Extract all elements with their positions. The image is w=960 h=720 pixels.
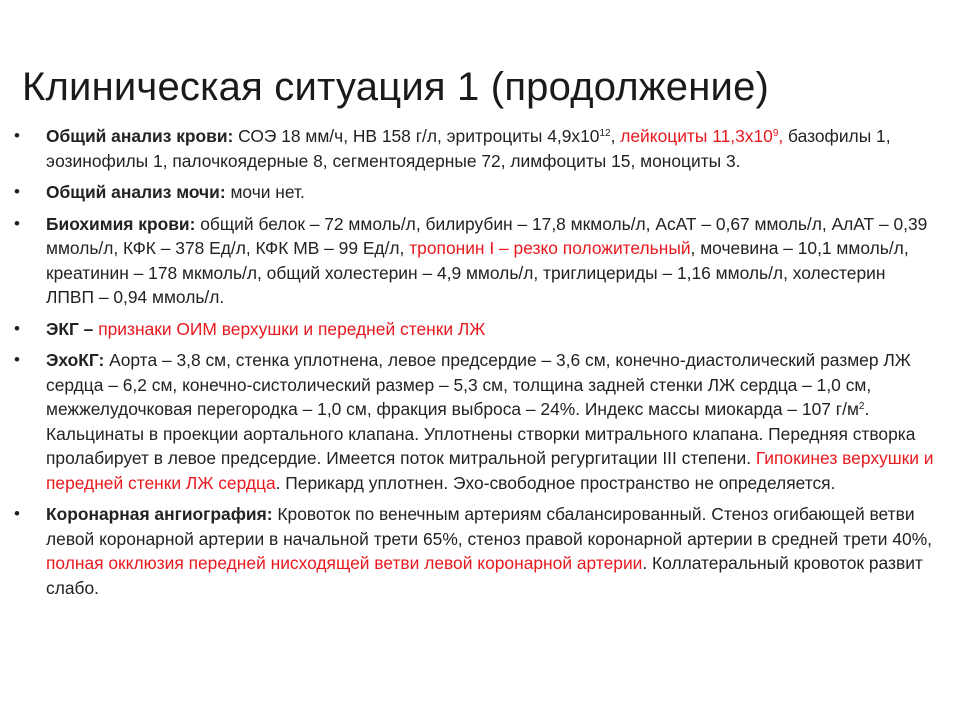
item-text: . Перикард уплотнен. Эхо-свободное пространство не определяется. <box>275 472 836 493</box>
item-text: СОЭ 18 мм/ч, НВ 158 г/л, эритроциты 4,9х10 <box>233 126 600 146</box>
item-highlight: , <box>778 126 784 146</box>
item-text: Аорта – 3,8 см, стенка уплотнена, левое предсердие – 3,6 см, конечно-диастолический размер ЛЖ сердца – 6,2 см, конечно-систолический размер – 5,3 см, толщина задней стенки ЛЖ сердца – 1,0 см, межжелудочковая перегородка – 1,0 см, фракция выброса – 24%. Индекс массы миокарда – 107 г/м <box>46 350 911 419</box>
item-highlight: полная окклюзия передней нисходящей ветви левой коронарной артерии <box>46 553 643 573</box>
list-item-coronary-angiography <box>14 502 934 600</box>
list-item-biochemistry <box>14 212 934 310</box>
item-text: . Коллатеральный кровоток развит слабо. <box>46 553 923 598</box>
item-text: , мочевина – 10,1 ммоль/л, креатинин – 178 мкмоль/л, общий холестерин – 4,9 ммоль/л, триглицериды – 1,16 ммоль/л, холестерин ЛПВП – 0,94 ммоль/л. <box>46 238 909 307</box>
item-text: мочи нет. <box>225 182 305 202</box>
item-superscript-highlight: 9 <box>772 128 779 139</box>
item-text: , <box>610 126 621 146</box>
item-label: ЭхоКГ: <box>46 350 105 370</box>
findings-list <box>14 124 934 607</box>
item-label: Коронарная ангиография: <box>46 504 273 524</box>
item-label: ЭКГ – <box>46 318 94 339</box>
list-item-blood-test <box>14 124 934 173</box>
item-highlight: лейкоциты 11,3х10 <box>620 126 773 146</box>
item-label: Биохимия крови: <box>46 213 196 234</box>
list-item-ecg <box>14 317 934 342</box>
item-label: Общий анализ мочи: <box>46 182 226 202</box>
item-highlight: Гипокинез верхушки и передней стенки ЛЖ сердца <box>46 448 934 493</box>
item-highlight: признаки ОИМ верхушки и передней стенки ЛЖ <box>93 318 486 339</box>
item-label: Общий анализ крови: <box>46 126 234 146</box>
item-text: базофилы 1, эозинофилы 1, палочкоядерные 8, сегментоядерные 72, лимфоциты 15, моноциты 3. <box>46 126 891 171</box>
item-superscript: 12 <box>599 128 611 139</box>
slide-title: Клиническая ситуация 1 (продолжение) <box>22 64 770 109</box>
item-highlight: тропонин I – резко положительный <box>409 238 691 258</box>
item-text: Кровоток по венечным артериям сбалансированный. Стеноз огибающей ветви левой коронарной артерии в начальной трети 65%, стеноз правой коронарной артерии в средней трети 40%, <box>46 504 932 549</box>
list-item-echocardiography <box>14 348 934 495</box>
item-superscript: 2 <box>858 401 865 412</box>
item-text: общий белок – 72 ммоль/л, билирубин – 17,8 мкмоль/л, АсАТ – 0,67 ммоль/л, АлАТ – 0,39 ммоль/л, КФК – 378 Ед/л, КФК МВ – 99 Ед/л, <box>46 213 928 258</box>
item-text: . Кальцинаты в проекции аортального клапана. Уплотнены створки митрального клапана. Передняя створка пролабирует в левое предсердие. Имеется поток митральной регургитации III степени. <box>46 399 916 468</box>
list-item-urine-test <box>14 180 934 205</box>
